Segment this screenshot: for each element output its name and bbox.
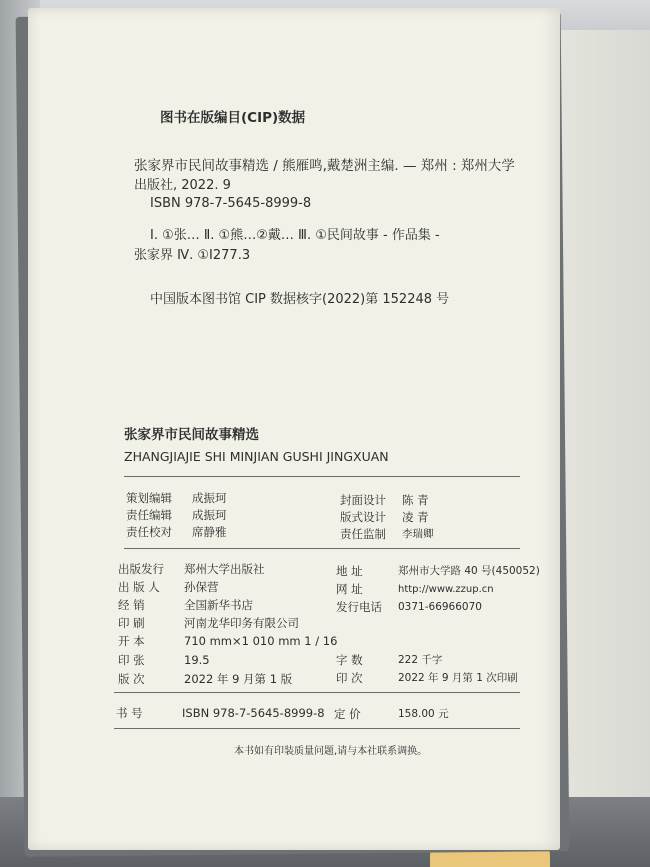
copyright-page bbox=[28, 8, 560, 850]
publish-label: 发行电话 bbox=[336, 600, 382, 614]
divider-2 bbox=[124, 548, 520, 549]
cip-isbn: ISBN 978-7-5645-8999-8 bbox=[150, 196, 312, 211]
divider-3 bbox=[114, 692, 520, 693]
cip-library-number: 中国版本图书馆 CIP 数据核字(2022)第 152248 号 bbox=[150, 292, 450, 307]
price-label: 定 价 bbox=[334, 707, 361, 721]
credit-label: 责任编辑 bbox=[126, 508, 172, 522]
isbn-label: 书 号 bbox=[116, 706, 143, 720]
publish-value: 710 mm×1 010 mm 1 / 16 bbox=[184, 634, 338, 648]
publish-value: 2022 年 9 月第 1 次印刷 bbox=[398, 672, 518, 684]
cip-class-1: Ⅰ. ①张… Ⅱ. ①熊…②戴… Ⅲ. ①民间故事 - 作品集 - bbox=[150, 228, 440, 243]
credit-label: 策划编辑 bbox=[126, 491, 172, 505]
publish-label: 经 销 bbox=[118, 598, 145, 612]
publish-label: 地 址 bbox=[336, 564, 363, 578]
publish-value: 孙保营 bbox=[184, 580, 219, 594]
credit-value: 成振珂 bbox=[192, 508, 227, 522]
cip-header: 图书在版编目(CIP)数据 bbox=[160, 110, 306, 126]
credit-label: 版式设计 bbox=[340, 510, 386, 524]
credit-label: 封面设计 bbox=[340, 493, 386, 507]
publish-website: http://www.zzup.cn bbox=[398, 584, 494, 595]
cip-line-1: 张家界市民间故事精选 / 熊雁鸣,戴楚洲主编. — 郑州 : 郑州大学 bbox=[134, 158, 515, 174]
publish-label: 印 张 bbox=[118, 653, 145, 667]
publish-label: 版 次 bbox=[118, 672, 145, 686]
credit-value: 席静雅 bbox=[192, 525, 227, 539]
price-value: 158.00 元 bbox=[398, 708, 449, 720]
cip-line-2: 出版社, 2022. 9 bbox=[134, 178, 231, 193]
credit-label: 责任监制 bbox=[340, 527, 386, 541]
publish-label: 出版发行 bbox=[118, 562, 164, 576]
publish-value: 0371-66966070 bbox=[398, 601, 482, 613]
publish-value: 222 千字 bbox=[398, 654, 443, 666]
divider-4 bbox=[114, 728, 520, 729]
publish-value: 河南龙华印务有限公司 bbox=[184, 616, 299, 630]
publish-label: 字 数 bbox=[336, 653, 363, 667]
publish-label: 印 次 bbox=[336, 671, 363, 685]
publish-value: 19.5 bbox=[184, 653, 210, 667]
publish-label: 开 本 bbox=[118, 634, 145, 648]
publish-label: 印 刷 bbox=[118, 616, 145, 630]
credit-value: 凌 青 bbox=[402, 510, 429, 524]
credit-label: 责任校对 bbox=[126, 525, 172, 539]
publish-value: 郑州市大学路 40 号(450052) bbox=[398, 565, 540, 577]
book-title-pinyin: ZHANGJIAJIE SHI MINJIAN GUSHI JINGXUAN bbox=[124, 449, 389, 464]
book-title: 张家界市民间故事精选 bbox=[124, 427, 259, 443]
publish-label: 网 址 bbox=[336, 582, 363, 596]
publish-label: 出 版 人 bbox=[118, 580, 160, 594]
credit-value: 成振珂 bbox=[192, 491, 227, 505]
publish-value: 郑州大学出版社 bbox=[184, 562, 265, 576]
footer-note: 本书如有印装质量问题,请与本社联系调换。 bbox=[234, 746, 428, 757]
cip-class-2: 张家界 Ⅳ. ①I277.3 bbox=[134, 248, 251, 263]
isbn-value: ISBN 978-7-5645-8999-8 bbox=[182, 706, 325, 720]
credit-value: 陈 青 bbox=[402, 493, 429, 507]
credit-value: 李瑞卿 bbox=[402, 528, 434, 540]
publish-value: 全国新华书店 bbox=[184, 598, 253, 612]
publish-value: 2022 年 9 月第 1 版 bbox=[184, 672, 293, 686]
divider-1 bbox=[124, 476, 520, 477]
